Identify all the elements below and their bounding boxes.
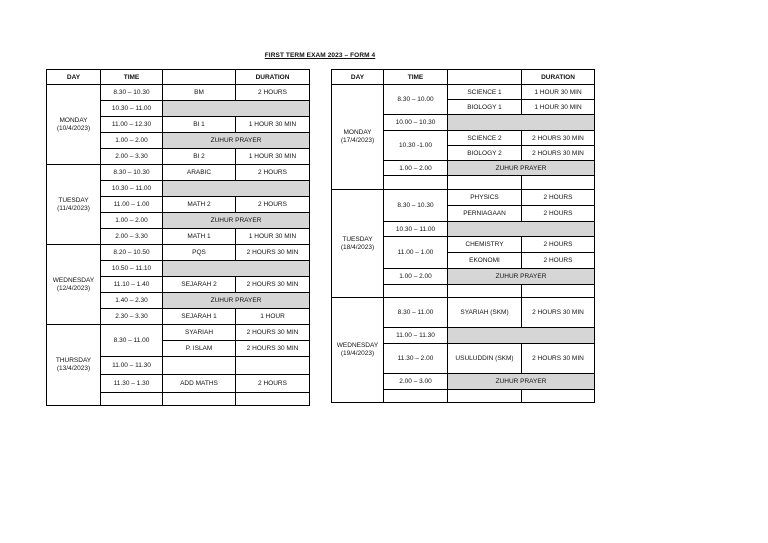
break-cell: [448, 115, 595, 131]
duration-cell: 1 HOUR 30 MIN: [236, 149, 310, 165]
prayer-cell: ZUHUR PRAYER: [163, 213, 310, 229]
duration-cell: [522, 390, 595, 403]
subject-cell: USULUDDIN (SKM): [448, 344, 522, 374]
break-cell: [163, 261, 310, 277]
subject-cell: MATH 2: [163, 197, 236, 213]
time-cell: 1.00 – 2.00: [384, 161, 448, 176]
duration-cell: 1 HOUR 30 MIN: [522, 100, 595, 115]
table-row: [47, 245, 310, 261]
time-cell: 8.30 – 10.30: [384, 190, 448, 222]
duration-cell: [522, 176, 595, 190]
table-row: [332, 190, 595, 206]
time-cell: 10.30 – 11.00: [101, 101, 163, 117]
duration-cell: 1 HOUR: [236, 309, 310, 325]
time-cell: 1.00 – 2.00: [384, 269, 448, 285]
header-row: [47, 70, 310, 85]
time-cell: 11.10 – 1.40: [101, 277, 163, 293]
time-cell: 8.30 – 11.00: [101, 325, 163, 357]
time-cell: 10.30 – 11.00: [384, 222, 448, 237]
subject-cell: SEJARAH 2: [163, 277, 236, 293]
subject-cell: SYARIAH (SKM): [448, 298, 522, 328]
day-cell-tuesday: TUESDAY (18/4/2023): [332, 190, 384, 298]
day-cell-wednesday: WEDNESDAY (12/4/2023): [47, 245, 101, 325]
prayer-cell: ZUHUR PRAYER: [163, 293, 310, 309]
duration-cell: 2 HOURS: [522, 190, 595, 206]
subject-cell: [448, 390, 522, 403]
duration-cell: [522, 285, 595, 298]
table-row: [47, 85, 310, 101]
time-cell: 10.30 – 11.00: [101, 181, 163, 197]
subject-cell: [163, 357, 236, 375]
table-row: [47, 165, 310, 181]
header-subject: [163, 70, 236, 85]
schedule-table-week-2: [331, 69, 595, 403]
duration-cell: 2 HOURS 30 MIN: [522, 298, 595, 328]
header-duration: DURATION: [236, 70, 310, 85]
subject-cell: BM: [163, 85, 236, 101]
time-cell: 10.00 – 10.30: [384, 115, 448, 131]
duration-cell: 2 HOURS 30 MIN: [236, 325, 310, 341]
subject-cell: PHYSICS: [448, 190, 522, 206]
header-duration: DURATION: [522, 70, 595, 85]
time-cell: 8.30 – 10.30: [101, 85, 163, 101]
duration-cell: 1 HOUR 30 MIN: [236, 117, 310, 133]
schedule-table-week-1: [46, 69, 310, 406]
duration-cell: 2 HOURS: [236, 85, 310, 101]
day-cell-monday: MONDAY (17/4/2023): [332, 85, 384, 190]
time-cell: [384, 390, 448, 403]
duration-cell: 2 HOURS: [236, 375, 310, 393]
duration-cell: 2 HOURS 30 MIN: [522, 131, 595, 146]
time-cell: 11.30 – 2.00: [384, 344, 448, 374]
subject-cell: CHEMISTRY: [448, 237, 522, 253]
subject-cell: [163, 393, 236, 406]
time-cell: 1.00 – 2.00: [101, 133, 163, 149]
day-cell-monday: MONDAY (10/4/2023): [47, 85, 101, 165]
header-row: [332, 70, 595, 85]
duration-cell: 2 HOURS: [236, 197, 310, 213]
table-row: [332, 298, 595, 328]
duration-cell: [236, 393, 310, 406]
duration-cell: 2 HOURS 30 MIN: [236, 245, 310, 261]
time-cell: [101, 393, 163, 406]
duration-cell: 1 HOUR 30 MIN: [236, 229, 310, 245]
time-cell: 2.00 – 3.30: [101, 149, 163, 165]
subject-cell: BI 1: [163, 117, 236, 133]
header-time: TIME: [101, 70, 163, 85]
header-day: DAY: [332, 70, 384, 85]
time-cell: 11.30 – 1.30: [101, 375, 163, 393]
time-cell: 11.00 – 1.00: [101, 197, 163, 213]
subject-cell: SCIENCE 2: [448, 131, 522, 146]
duration-cell: 2 HOURS 30 MIN: [522, 344, 595, 374]
time-cell: 2.00 – 3.30: [101, 229, 163, 245]
subject-cell: BIOLOGY 1: [448, 100, 522, 115]
table-row: [47, 325, 310, 341]
time-cell: [384, 285, 448, 298]
duration-cell: 2 HOURS: [522, 206, 595, 222]
prayer-cell: ZUHUR PRAYER: [448, 374, 595, 390]
time-cell: 2.00 – 3.00: [384, 374, 448, 390]
time-cell: 10.30 -1.00: [384, 131, 448, 161]
time-cell: 8.30 – 10.30: [101, 165, 163, 181]
prayer-cell: ZUHUR PRAYER: [163, 133, 310, 149]
duration-cell: [236, 357, 310, 375]
break-cell: [163, 181, 310, 197]
time-cell: 8.30 – 10.00: [384, 85, 448, 115]
subject-cell: SEJARAH 1: [163, 309, 236, 325]
subject-cell: BIOLOGY 2: [448, 146, 522, 161]
duration-cell: 1 HOUR 30 MIN: [522, 85, 595, 100]
time-cell: 2.30 – 3.30: [101, 309, 163, 325]
day-cell-tuesday: TUESDAY (11/4/2023): [47, 165, 101, 245]
time-cell: 11.00 – 11.30: [384, 328, 448, 344]
time-cell: [384, 176, 448, 190]
break-cell: [163, 101, 310, 117]
time-cell: 1.40 – 2.30: [101, 293, 163, 309]
subject-cell: EKONOMI: [448, 253, 522, 269]
subject-cell: P. ISLAM: [163, 341, 236, 357]
subject-cell: SYARIAH: [163, 325, 236, 341]
day-cell-wednesday: WEDNESDAY (19/4/2023): [332, 298, 384, 403]
time-cell: 1.00 – 2.00: [101, 213, 163, 229]
subject-cell: [448, 176, 522, 190]
subject-cell: ARABIC: [163, 165, 236, 181]
day-cell-thursday: THURSDAY (13/4/2023): [47, 325, 101, 406]
time-cell: 10.50 – 11.10: [101, 261, 163, 277]
prayer-cell: ZUHUR PRAYER: [448, 269, 595, 285]
break-cell: [448, 222, 595, 237]
subject-cell: PQS: [163, 245, 236, 261]
subject-cell: [448, 285, 522, 298]
duration-cell: 2 HOURS 30 MIN: [522, 146, 595, 161]
duration-cell: 2 HOURS: [236, 165, 310, 181]
page-title: FIRST TERM EXAM 2023 – FORM 4: [264, 52, 376, 59]
duration-cell: 2 HOURS: [522, 253, 595, 269]
header-day: DAY: [47, 70, 101, 85]
duration-cell: 2 HOURS 30 MIN: [236, 341, 310, 357]
prayer-cell: ZUHUR PRAYER: [448, 161, 595, 176]
time-cell: 8.30 – 11.00: [384, 298, 448, 328]
subject-cell: PERNIAGAAN: [448, 206, 522, 222]
subject-cell: MATH 1: [163, 229, 236, 245]
duration-cell: 2 HOURS 30 MIN: [236, 277, 310, 293]
duration-cell: 2 HOURS: [522, 237, 595, 253]
time-cell: 11.00 – 1.00: [384, 237, 448, 269]
subject-cell: ADD MATHS: [163, 375, 236, 393]
subject-cell: SCIENCE 1: [448, 85, 522, 100]
header-time: TIME: [384, 70, 448, 85]
subject-cell: BI 2: [163, 149, 236, 165]
time-cell: 11.00 – 11.30: [101, 357, 163, 375]
time-cell: 8.20 – 10.50: [101, 245, 163, 261]
break-cell: [448, 328, 595, 344]
table-row: [332, 85, 595, 100]
time-cell: 11.00 – 12.30: [101, 117, 163, 133]
header-subject: [448, 70, 522, 85]
